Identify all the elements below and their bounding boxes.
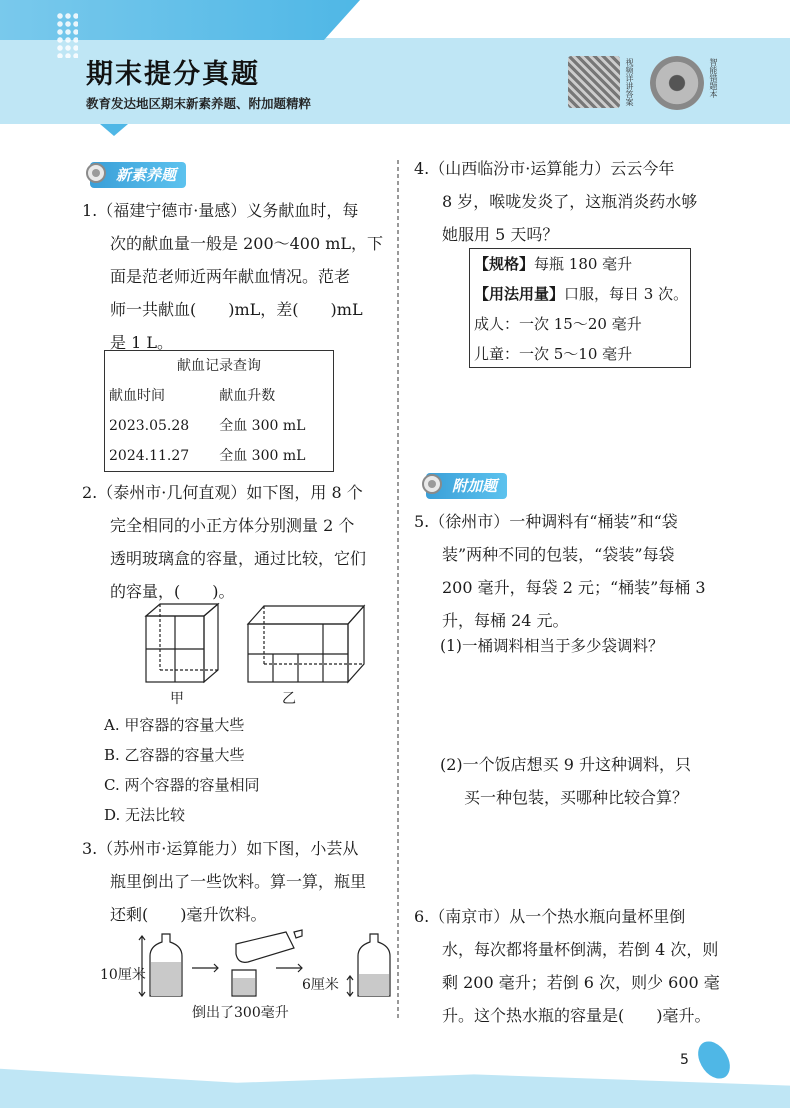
dots-decoration <box>56 12 78 58</box>
spec-tag: 【规格】 <box>474 255 535 273</box>
question-line: 200 毫升，每袋 2 元；“桶装”每桶 3 <box>442 578 706 597</box>
question-line: 次的献血量一般是 200～400 mL，下 <box>110 234 384 253</box>
medicine-spec-box <box>469 248 691 368</box>
height-label-right: 6厘米 <box>302 977 339 993</box>
question-5 <box>414 505 754 637</box>
question-1 <box>82 194 392 359</box>
question-line: 的容量，( )。 <box>110 582 235 601</box>
question-5-sub-1: (1)一桶调料相当于多少袋调料？ <box>440 637 664 655</box>
page-subtitle: 教育发达地区期末新素养题、附加题精粹 <box>86 96 312 111</box>
spec-text: 每瓶 180 毫升 <box>534 255 633 273</box>
question-line: 4.（山西临汾市·运算能力）云云今年 <box>414 159 675 178</box>
medal-icon <box>86 163 106 183</box>
question-line: 她服用 5 天吗？ <box>442 225 559 244</box>
question-line: 2.（泰州市·几何直观）如下图，用 8 个 <box>82 483 363 502</box>
question-line: 剩 200 毫升；若倒 6 次，则少 600 毫 <box>442 973 720 992</box>
question-line: 是 1 L。 <box>110 333 173 352</box>
question-line: 水，每次都将量杯倒满，若倒 4 次，则 <box>442 940 719 959</box>
question-2 <box>82 476 392 608</box>
option-d[interactable]: D. 无法比较 <box>104 806 186 824</box>
qr-label: 视频详讲答案 <box>625 58 634 106</box>
question-line: 1.（福建宁德市·量感）义务献血时，每 <box>82 201 359 220</box>
table-caption: 献血记录查询 <box>177 358 261 374</box>
table-header: 献血时间 <box>109 388 165 404</box>
option-a[interactable]: A. 甲容器的容量大些 <box>104 716 245 734</box>
question-line: 8 岁，喉咙发炎了，这瓶消炎药水够 <box>442 192 698 211</box>
question-line: 透明玻璃盒的容量，通过比较，它们 <box>110 549 367 568</box>
question-line: (2)一个饭店想买 9 升这种调料，只 <box>440 755 692 774</box>
table-cell: 2024.11.27 <box>109 448 190 464</box>
page-title: 期末提分真题 <box>86 59 260 90</box>
question-4 <box>414 152 754 251</box>
question-line: 还剩( )毫升饮料。 <box>110 905 267 924</box>
medal-icon <box>422 474 442 494</box>
section-badge-label: 附加题 <box>452 477 498 495</box>
adult-dose: 成人：一次 15～20 毫升 <box>474 315 642 333</box>
question-line: 完全相同的小正方体分别测量 2 个 <box>110 516 355 535</box>
page-number: 5 <box>680 1052 689 1068</box>
qr-label-2: 智能错题本 <box>709 58 718 98</box>
poured-label: 倒出了300毫升 <box>192 1005 289 1021</box>
table-cell: 全血 300 mL <box>219 448 306 464</box>
usage-text: 口服，每日 3 次。 <box>564 285 689 303</box>
table-row <box>105 441 334 472</box>
question-line: 升。这个热水瓶的容量是( )毫升。 <box>442 1006 711 1025</box>
table-row <box>105 411 334 441</box>
qr-code-icon-2[interactable] <box>650 56 704 110</box>
option-b[interactable]: B. 乙容器的容量大些 <box>104 746 245 764</box>
question-line: 师一共献血( )mL，差( )mL <box>110 300 363 319</box>
question-line: 6.（南京市）从一个热水瓶向量杯里倒 <box>414 907 686 926</box>
table-cell: 全血 300 mL <box>219 418 306 434</box>
section-badge-label: 新素养题 <box>116 166 177 184</box>
column-divider <box>397 160 399 1020</box>
usage-tag: 【用法用量】 <box>474 285 565 303</box>
question-line: 瓶里倒出了一些饮料。算一算，瓶里 <box>110 872 367 891</box>
footer-wave <box>0 1052 790 1108</box>
question-line: 买一种包装，买哪种比较合算？ <box>464 788 689 807</box>
child-dose: 儿童：一次 5～10 毫升 <box>474 345 633 363</box>
question-line: 面是范老师近两年献血情况。范老 <box>110 267 351 286</box>
blood-donation-table <box>104 350 334 472</box>
qr-code-icon[interactable] <box>568 56 620 108</box>
question-3 <box>82 832 392 931</box>
question-6 <box>414 900 754 1032</box>
option-c[interactable]: C. 两个容器的容量相同 <box>104 776 260 794</box>
table-header: 献血升数 <box>219 388 276 404</box>
header-accent-shape <box>0 0 360 40</box>
containers-figure <box>140 598 370 690</box>
dolphin-icon <box>694 1036 734 1083</box>
section-badge-extra <box>426 473 507 499</box>
figure-label-jia: 甲 <box>170 691 184 707</box>
question-line: 装”两种不同的包装，“袋装”每袋 <box>442 545 675 564</box>
question-line: 5.（徐州市）一种调料有“桶装”和“袋 <box>414 512 678 531</box>
question-5-sub-2 <box>440 748 760 814</box>
height-label-left: 10厘米 <box>100 967 146 983</box>
section-badge-new-literacy <box>90 162 186 188</box>
question-line: 升，每桶 24 元。 <box>442 611 569 630</box>
question-2-options <box>104 710 384 830</box>
figure-label-yi: 乙 <box>282 691 296 707</box>
triangle-decoration <box>100 124 128 136</box>
question-line: 3.（苏州市·运算能力）如下图，小芸从 <box>82 839 359 858</box>
table-cell: 2023.05.28 <box>109 418 190 434</box>
